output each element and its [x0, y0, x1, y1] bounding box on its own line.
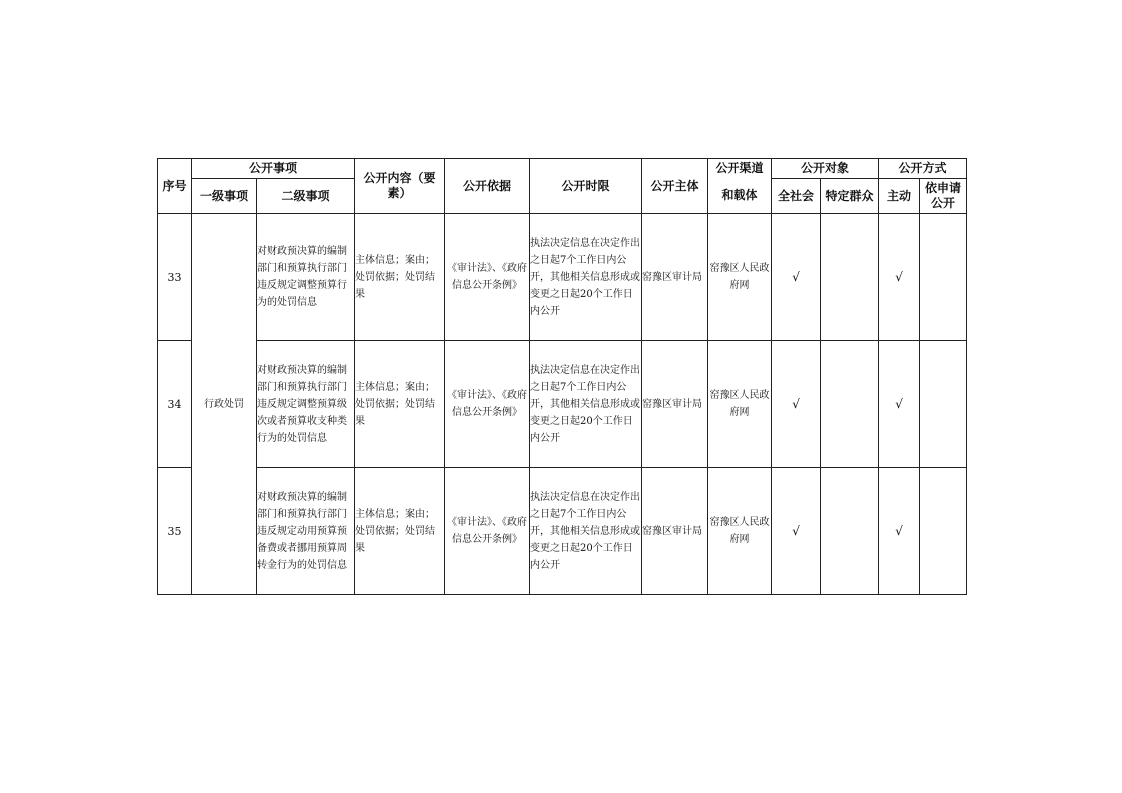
- header-basis: 公开依据: [445, 159, 530, 214]
- header-level2: 二级事项: [257, 179, 355, 214]
- row-audience-specific: [821, 214, 879, 341]
- header-method: 公开方式: [879, 159, 967, 179]
- row-subject: 窑豫区审计局: [642, 214, 708, 341]
- header-matters: 公开事项: [192, 159, 355, 179]
- row-audience-all: √: [772, 468, 821, 595]
- header-method-active: 主动: [879, 179, 920, 214]
- row-channel: 窑豫区人民政府网: [708, 468, 772, 595]
- table-body: [158, 214, 967, 595]
- row-content: 主体信息；案由；处罚依据；处罚结果: [355, 341, 445, 468]
- row-content: 主体信息；案由；处罚依据；处罚结果: [355, 468, 445, 595]
- row-request: [920, 214, 967, 341]
- header-channel-top: 公开渠道: [708, 159, 772, 179]
- row-basis: 《审计法》、《政府信息公开条例》: [445, 341, 530, 468]
- row-time-limit: 执法决定信息在决定作出之日起7个工作日内公开，其他相关信息形成或变更之日起20个工作日内公开: [530, 214, 642, 341]
- header-subject: 公开主体: [642, 159, 708, 214]
- row-seq: 33: [158, 214, 192, 341]
- row-active: √: [879, 341, 920, 468]
- header-audience: 公开对象: [772, 159, 879, 179]
- header-time-limit: 公开时限: [530, 159, 642, 214]
- header-seq: 序号: [158, 159, 192, 214]
- row-request: [920, 341, 967, 468]
- disclosure-table: [157, 158, 967, 595]
- row-active: √: [879, 468, 920, 595]
- table-row: [158, 214, 967, 341]
- row-audience-specific: [821, 341, 879, 468]
- row-audience-all: √: [772, 341, 821, 468]
- header-audience-all: 全社会: [772, 179, 821, 214]
- row-seq: 34: [158, 341, 192, 468]
- header-level1: 一级事项: [192, 179, 257, 214]
- row-level2: 对财政预决算的编制部门和预算执行部门违反规定动用预算预备费或者挪用预算周转金行为的处罚信息: [257, 468, 355, 595]
- row-level2: 对财政预决算的编制部门和预算执行部门违反规定调整预算行为的处罚信息: [257, 214, 355, 341]
- row-level2: 对财政预决算的编制部门和预算执行部门违反规定调整预算级次或者预算收支种类行为的处罚信息: [257, 341, 355, 468]
- row-subject: 窑豫区审计局: [642, 468, 708, 595]
- header-audience-specific: 特定群众: [821, 179, 879, 214]
- row-audience-all: √: [772, 214, 821, 341]
- row-basis: 《审计法》、《政府信息公开条例》: [445, 214, 530, 341]
- table-row: [158, 468, 967, 595]
- row-audience-specific: [821, 468, 879, 595]
- row-time-limit: 执法决定信息在决定作出之日起7个工作日内公开，其他相关信息形成或变更之日起20个工作日内公开: [530, 468, 642, 595]
- row-basis: 《审计法》、《政府信息公开条例》: [445, 468, 530, 595]
- table-header: [158, 159, 967, 214]
- row-subject: 窑豫区审计局: [642, 341, 708, 468]
- table-row: [158, 341, 967, 468]
- row-request: [920, 468, 967, 595]
- row-time-limit: 执法决定信息在决定作出之日起7个工作日内公开，其他相关信息形成或变更之日起20个工作日内公开: [530, 341, 642, 468]
- row-channel: 窑豫区人民政府网: [708, 341, 772, 468]
- row-channel: 窑豫区人民政府网: [708, 214, 772, 341]
- row-seq: 35: [158, 468, 192, 595]
- header-method-request: 依申请公开: [920, 179, 967, 214]
- header-channel-bottom: 和载体: [708, 179, 772, 214]
- header-content: 公开内容（要素）: [355, 159, 445, 214]
- row-content: 主体信息；案由；处罚依据；处罚结果: [355, 214, 445, 341]
- row-active: √: [879, 214, 920, 341]
- level1-cell: 行政处罚: [192, 214, 257, 595]
